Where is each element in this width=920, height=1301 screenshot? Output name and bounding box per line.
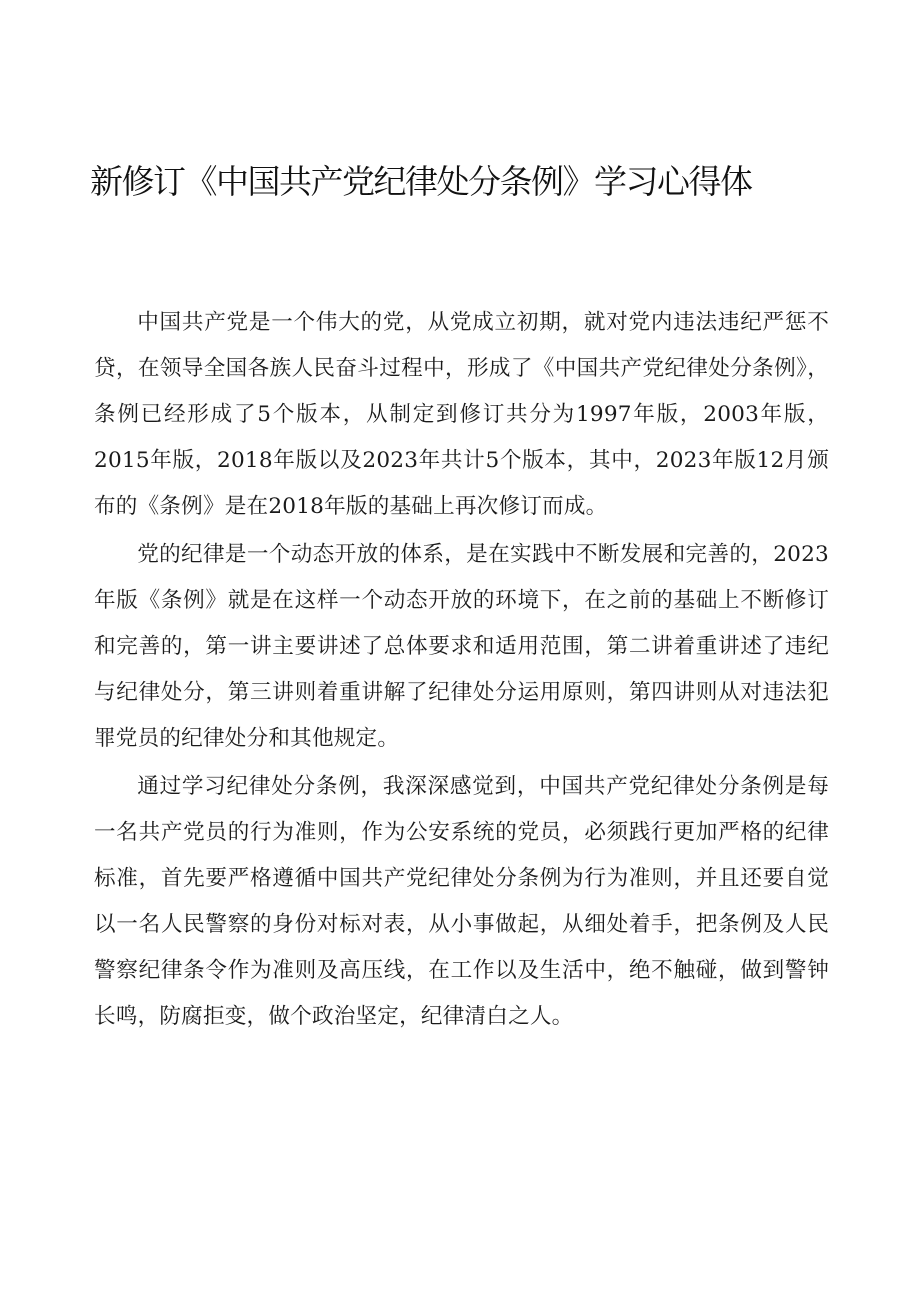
paragraph-2: 党的纪律是一个动态开放的体系，是在实践中不断发展和完善的，2023年版《条例》就是在这样一个动态开放的环境下，在之前的基础上不断修订和完善的，第一讲主要讲述了总体要求和适用范围，第二讲着重讲述了违纪与纪律处分，第三讲则着重讲解了纪律处分运用原则，第四讲则从对违法犯罪党员的纪律处分和其他规定。	[94, 542, 829, 751]
paragraph-3: 通过学习纪律处分条例，我深深感觉到，中国共产党纪律处分条例是每一名共产党员的行为准则，作为公安系统的党员，必须践行更加严格的纪律标准，首先要严格遵循中国共产党纪律处分条例为行为准则，并且还要自觉以一名人民警察的身份对标对表，从小事做起，从细处着手，把条例及人民警察纪律条令作为准则及高压线，在工作以及生活中，绝不触碰，做到警钟长鸣，防腐拒变，做个政治坚定，纪律清白之人。	[94, 774, 829, 1029]
page-title: 新修订《中国共产党纪律处分条例》学习心得体	[90, 162, 752, 201]
paragraph-1: 中国共产党是一个伟大的党，从党成立初期，就对党内违法违纪严惩不贷，在领导全国各族人民奋斗过程中，形成了《中国共产党纪律处分条例》，条例已经形成了5个版本，从制定到修订共分为1997年版，2003年版，2015年版，2018年版以及2023年共计5个版本，其中，2023年版12月颁布的《条例》是在2018年版的基础上再次修订而成。	[94, 310, 829, 519]
document-body	[94, 300, 829, 1042]
